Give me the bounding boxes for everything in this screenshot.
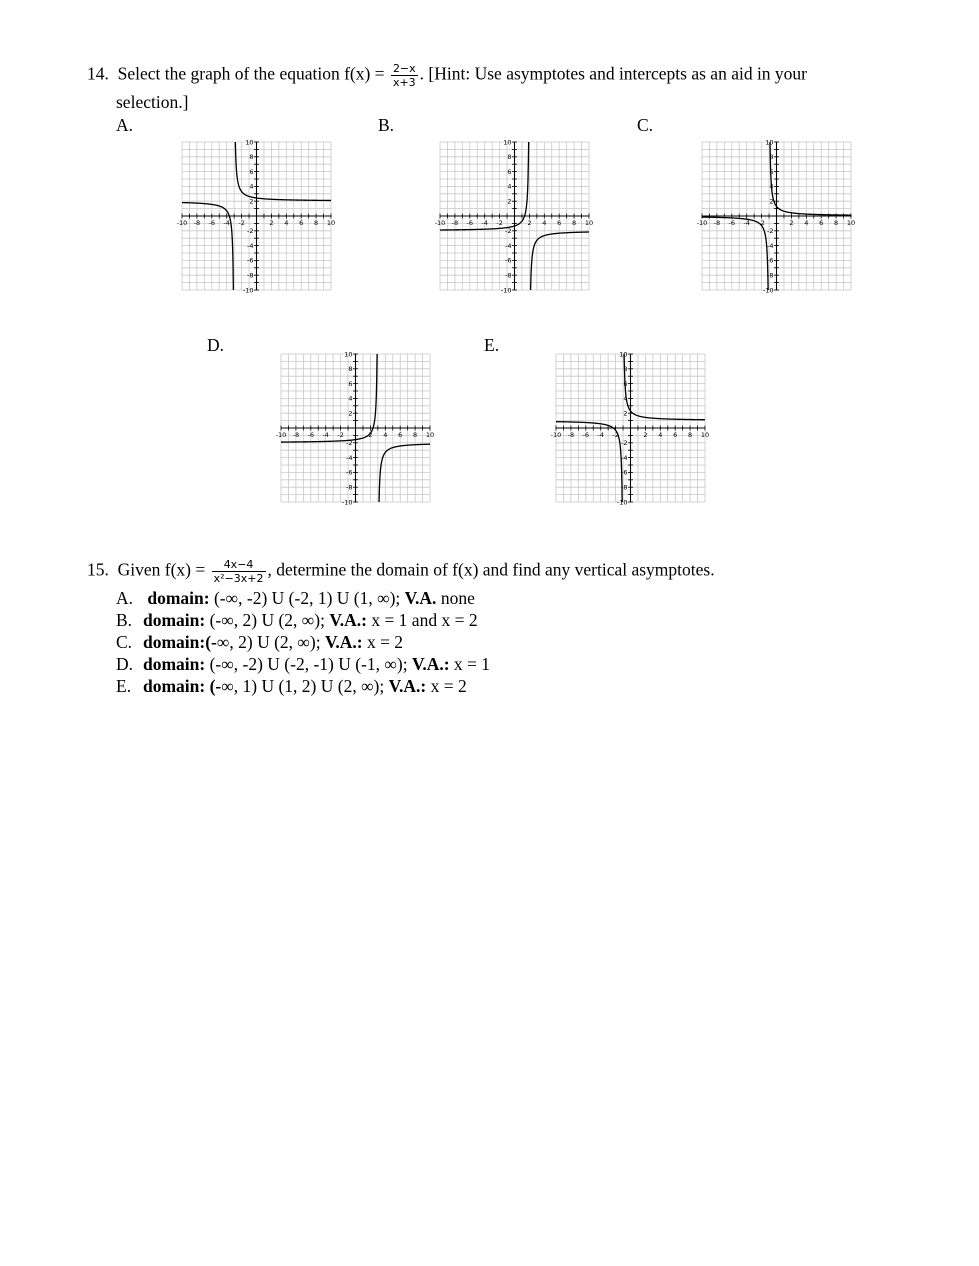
y-tick-label: 2 bbox=[507, 197, 512, 206]
equation-fraction bbox=[212, 558, 266, 585]
y-tick-label: -8 bbox=[621, 483, 628, 492]
x-tick-label: -2 bbox=[238, 219, 245, 227]
y-tick-label: 10 bbox=[765, 138, 774, 147]
x-tick-label: -2 bbox=[612, 431, 619, 439]
option-letter: A. bbox=[116, 588, 134, 608]
x-tick-label: -6 bbox=[728, 219, 736, 227]
x-tick-label: 2 bbox=[368, 431, 373, 439]
y-tick-label: -4 bbox=[621, 453, 628, 462]
x-tick-label: -8 bbox=[713, 219, 721, 227]
graph-svg bbox=[432, 136, 597, 296]
y-tick-label: -2 bbox=[505, 227, 512, 236]
x-tick-label: 10 bbox=[700, 431, 710, 439]
y-tick-label: -2 bbox=[621, 439, 628, 448]
x-tick-label: 10 bbox=[326, 219, 336, 227]
x-tick-label: -6 bbox=[466, 219, 474, 227]
x-tick-label: -8 bbox=[193, 219, 201, 227]
x-tick-label: 8 bbox=[314, 219, 319, 227]
question-hint: . [Hint: Use asymptotes and intercepts as an aid in your bbox=[419, 63, 808, 84]
option-letter: B. bbox=[116, 610, 133, 630]
x-tick-label: 2 bbox=[643, 431, 648, 439]
fraction-numerator: 4x−4 bbox=[212, 558, 266, 572]
x-tick-label: -6 bbox=[307, 431, 315, 439]
option-label-e: E. bbox=[484, 335, 500, 355]
x-tick-label: -4 bbox=[743, 219, 750, 227]
x-tick-label: 8 bbox=[572, 219, 577, 227]
y-tick-label: 2 bbox=[623, 409, 628, 418]
x-tick-label: 6 bbox=[557, 219, 562, 227]
y-tick-label: 8 bbox=[623, 365, 628, 374]
y-tick-label: -10 bbox=[500, 286, 512, 295]
va-label: V.A.: bbox=[324, 632, 363, 652]
x-tick-label: -2 bbox=[496, 219, 503, 227]
graph-option-c[interactable] bbox=[694, 136, 859, 296]
x-tick-label: 4 bbox=[383, 431, 388, 439]
option-label-b: B. bbox=[378, 115, 395, 135]
va-label: V.A.: bbox=[411, 654, 450, 674]
x-tick-label: 2 bbox=[269, 219, 274, 227]
va-value: none bbox=[436, 588, 475, 608]
option-letter: C. bbox=[116, 632, 133, 652]
question-15-line1 bbox=[87, 558, 715, 585]
x-tick-label: -4 bbox=[481, 219, 488, 227]
x-tick-label: 6 bbox=[299, 219, 304, 227]
x-tick-label: 4 bbox=[542, 219, 547, 227]
domain-value: (-∞, -2) U (-2, -1) U (-1, ∞); bbox=[205, 654, 412, 674]
y-tick-label: 6 bbox=[348, 379, 353, 388]
x-tick-label: -4 bbox=[322, 431, 329, 439]
answer-option-d[interactable] bbox=[116, 653, 490, 675]
domain-label: domain:(- bbox=[143, 632, 217, 652]
x-tick-label: -10 bbox=[434, 219, 446, 227]
graph-svg bbox=[694, 136, 859, 296]
x-tick-label: 8 bbox=[834, 219, 839, 227]
fraction-denominator: x+3 bbox=[392, 76, 416, 89]
va-value: x = 1 and x = 2 bbox=[366, 610, 478, 630]
domain-value: ∞, 2) U (2, ∞); bbox=[216, 632, 325, 652]
question-prompt: Select the graph of the equation f(x) = bbox=[117, 63, 385, 84]
x-tick-label: -6 bbox=[208, 219, 216, 227]
y-tick-label: -4 bbox=[505, 241, 512, 250]
graph-svg bbox=[548, 348, 713, 508]
y-tick-label: 8 bbox=[249, 153, 254, 162]
y-tick-label: -10 bbox=[762, 286, 774, 295]
option-label-d: D. bbox=[207, 335, 225, 355]
va-value: x = 1 bbox=[449, 654, 491, 674]
y-tick-label: -8 bbox=[767, 271, 774, 280]
option-label-c: C. bbox=[637, 115, 654, 135]
y-tick-label: 8 bbox=[769, 153, 774, 162]
x-tick-label: -4 bbox=[223, 219, 230, 227]
x-tick-label: -8 bbox=[567, 431, 575, 439]
domain-label: domain: bbox=[143, 610, 206, 630]
y-tick-label: 6 bbox=[507, 167, 512, 176]
y-tick-label: 4 bbox=[348, 394, 353, 403]
va-value: x = 2 bbox=[362, 632, 404, 652]
y-tick-label: 10 bbox=[503, 138, 512, 147]
va-value: x = 2 bbox=[426, 676, 467, 696]
y-tick-label: -2 bbox=[346, 439, 353, 448]
x-tick-label: -10 bbox=[696, 219, 708, 227]
y-tick-label: -2 bbox=[767, 227, 774, 236]
question-text: , determine the domain of f(x) and find any vertical asymptotes. bbox=[267, 559, 715, 580]
y-tick-label: -6 bbox=[505, 256, 512, 265]
y-tick-label: 6 bbox=[769, 167, 774, 176]
fraction-denominator: x²−3x+2 bbox=[213, 572, 264, 585]
x-tick-label: -8 bbox=[292, 431, 300, 439]
domain-value: (-∞, -2) U (-2, 1) U (1, ∞); bbox=[209, 588, 405, 608]
y-tick-label: 2 bbox=[249, 197, 254, 206]
domain-value: ∞, 1) U (1, 2) U (2, ∞); bbox=[221, 676, 389, 696]
y-tick-label: -6 bbox=[767, 256, 774, 265]
x-tick-label: -10 bbox=[550, 431, 562, 439]
y-tick-label: -6 bbox=[346, 468, 353, 477]
x-tick-label: 2 bbox=[789, 219, 794, 227]
question-14-line1 bbox=[87, 62, 807, 89]
va-label: V.A.: bbox=[388, 676, 427, 696]
y-tick-label: 8 bbox=[507, 153, 512, 162]
y-tick-label: 4 bbox=[623, 394, 628, 403]
x-tick-label: 4 bbox=[284, 219, 289, 227]
y-tick-label: -2 bbox=[247, 227, 254, 236]
va-label: V.A. bbox=[404, 588, 437, 608]
y-tick-label: -4 bbox=[346, 453, 353, 462]
domain-label: domain: bbox=[143, 654, 206, 674]
y-tick-label: 10 bbox=[619, 350, 628, 359]
answer-option-b[interactable] bbox=[116, 609, 478, 631]
x-tick-label: -4 bbox=[597, 431, 604, 439]
x-tick-label: -10 bbox=[275, 431, 287, 439]
fraction-numerator: 2−x bbox=[392, 62, 416, 75]
x-tick-label: 6 bbox=[673, 431, 678, 439]
question-prompt: Given f(x) = bbox=[117, 559, 206, 580]
y-tick-label: -10 bbox=[341, 498, 353, 507]
x-tick-label: 4 bbox=[658, 431, 663, 439]
graph-option-b[interactable] bbox=[432, 136, 597, 296]
y-tick-label: -10 bbox=[616, 498, 628, 507]
y-tick-label: 8 bbox=[348, 365, 353, 374]
y-tick-label: -6 bbox=[247, 256, 254, 265]
y-tick-label: -8 bbox=[346, 483, 353, 492]
x-tick-label: 6 bbox=[398, 431, 403, 439]
x-tick-label: 2 bbox=[527, 219, 532, 227]
y-tick-label: -4 bbox=[247, 241, 254, 250]
question-number: 14. bbox=[87, 63, 109, 84]
x-tick-label: -2 bbox=[758, 219, 765, 227]
y-tick-label: 10 bbox=[245, 138, 254, 147]
y-tick-label: 4 bbox=[507, 182, 512, 191]
graph-option-d[interactable] bbox=[273, 348, 438, 508]
answer-option-a[interactable] bbox=[116, 587, 475, 609]
graph-svg bbox=[273, 348, 438, 508]
curve-right-branch bbox=[769, 138, 851, 215]
graph-option-e[interactable] bbox=[548, 348, 713, 508]
x-tick-label: 6 bbox=[819, 219, 824, 227]
y-tick-label: -8 bbox=[505, 271, 512, 280]
domain-label: domain: (- bbox=[143, 676, 222, 696]
domain-label: domain: bbox=[147, 588, 210, 608]
y-tick-label: -6 bbox=[621, 468, 628, 477]
option-letter: E. bbox=[116, 676, 132, 696]
x-tick-label: 4 bbox=[804, 219, 809, 227]
x-tick-label: 10 bbox=[584, 219, 594, 227]
x-tick-label: -2 bbox=[337, 431, 344, 439]
domain-value: (-∞, 2) U (2, ∞); bbox=[205, 610, 330, 630]
y-tick-label: 6 bbox=[249, 167, 254, 176]
x-tick-label: 10 bbox=[846, 219, 856, 227]
x-tick-label: 8 bbox=[413, 431, 418, 439]
y-tick-label: -8 bbox=[247, 271, 254, 280]
y-tick-label: -10 bbox=[242, 286, 254, 295]
y-tick-label: 2 bbox=[769, 197, 774, 206]
graph-svg bbox=[174, 136, 339, 296]
curve-right-branch bbox=[623, 350, 705, 419]
answer-option-e[interactable] bbox=[116, 675, 467, 697]
y-tick-label: -4 bbox=[767, 241, 774, 250]
y-tick-label: 2 bbox=[348, 409, 353, 418]
va-label: V.A.: bbox=[329, 610, 367, 630]
y-tick-label: 10 bbox=[344, 350, 353, 359]
equation-fraction bbox=[391, 62, 418, 89]
x-tick-label: 8 bbox=[688, 431, 693, 439]
x-tick-label: -6 bbox=[582, 431, 590, 439]
question-number: 15. bbox=[87, 559, 109, 580]
answer-option-c[interactable] bbox=[116, 631, 403, 653]
x-tick-label: -10 bbox=[176, 219, 188, 227]
x-tick-label: -8 bbox=[451, 219, 459, 227]
option-label-a: A. bbox=[116, 115, 134, 135]
y-tick-label: 4 bbox=[249, 182, 254, 191]
y-tick-label: 6 bbox=[623, 379, 628, 388]
x-tick-label: 10 bbox=[425, 431, 435, 439]
option-letter: D. bbox=[116, 654, 134, 674]
y-tick-label: 4 bbox=[769, 182, 774, 191]
question-14-line2: selection.] bbox=[116, 92, 189, 112]
graph-option-a[interactable] bbox=[174, 136, 339, 296]
